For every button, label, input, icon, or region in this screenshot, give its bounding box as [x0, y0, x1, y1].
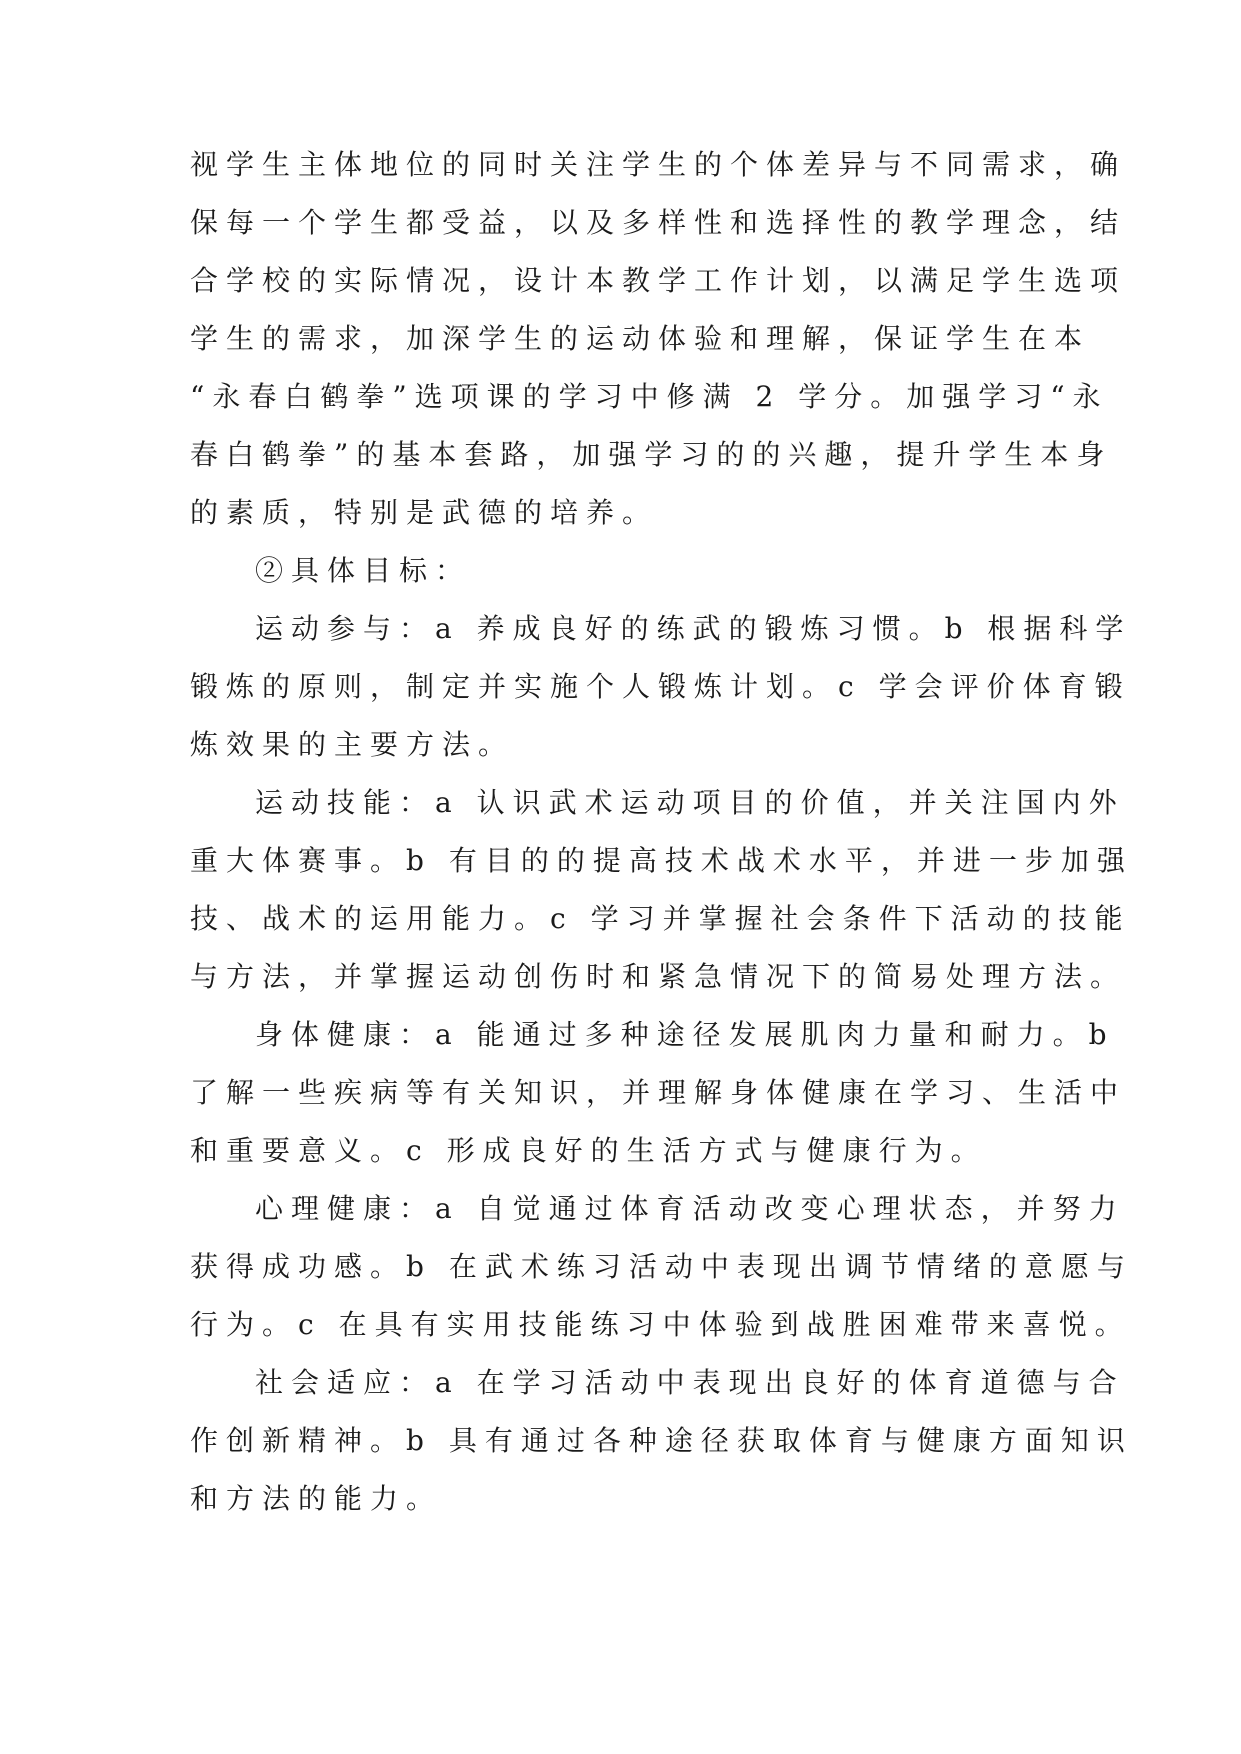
text-line: 学生的需求，加深学生的运动体验和理解，保证学生在本: [190, 322, 1091, 355]
text-line: 春白鹤拳”的基本套路，加强学习的的兴趣，提升学生本身: [190, 438, 1113, 471]
text-line: 心理健康：a 自觉通过体育活动改变心理状态，并努力: [255, 1192, 1125, 1225]
text-line: 社会适应：a 在学习活动中表现出良好的体育道德与合: [255, 1366, 1125, 1399]
text-line: 获得成功感。b 在武术练习活动中表现出调节情绪的意愿与: [190, 1250, 1133, 1283]
text-line: 锻炼的原则，制定并实施个人锻炼计划。c 学会评价体育锻: [190, 670, 1131, 703]
text-line: 了解一些疾病等有关知识，并理解身体健康在学习、生活中: [190, 1076, 1127, 1109]
text-line: 保每一个学生都受益，以及多样性和选择性的教学理念，结: [190, 206, 1127, 239]
text-line: 行为。c 在具有实用技能练习中体验到战胜困难带来喜悦。: [190, 1308, 1131, 1341]
text-line: 技、战术的运用能力。c 学习并掌握社会条件下活动的技能: [190, 902, 1131, 935]
text-line: 合学校的实际情况，设计本教学工作计划，以满足学生选项: [190, 264, 1127, 297]
text-line: “永春白鹤拳”选项课的学习中修满 2 学分。加强学习“永: [190, 380, 1109, 413]
text-line: 运动技能：a 认识武术运动项目的价值，并关注国内外: [255, 786, 1125, 819]
text-line: 身体健康：a 能通过多种途径发展肌肉力量和耐力。b: [255, 1018, 1115, 1051]
text-line: 和方法的能力。: [190, 1482, 443, 1515]
text-line: 重大体赛事。b 有目的的提高技术战术水平，并进一步加强: [190, 844, 1133, 877]
section-heading: ②具体目标：: [255, 554, 472, 587]
text-line: 和重要意义。c 形成良好的生活方式与健康行为。: [190, 1134, 987, 1167]
text-line: 作创新精神。b 具有通过各种途径获取体育与健康方面知识: [190, 1424, 1133, 1457]
text-line: 的素质，特别是武德的培养。: [190, 496, 659, 529]
text-line: 炼效果的主要方法。: [190, 728, 515, 761]
text-line: 与方法，并掌握运动创伤时和紧急情况下的简易处理方法。: [190, 960, 1127, 993]
text-line: 视学生主体地位的同时关注学生的个体差异与不同需求，确: [190, 148, 1127, 181]
text-line: 运动参与：a 养成良好的练武的锻炼习惯。b 根据科学: [255, 612, 1132, 645]
